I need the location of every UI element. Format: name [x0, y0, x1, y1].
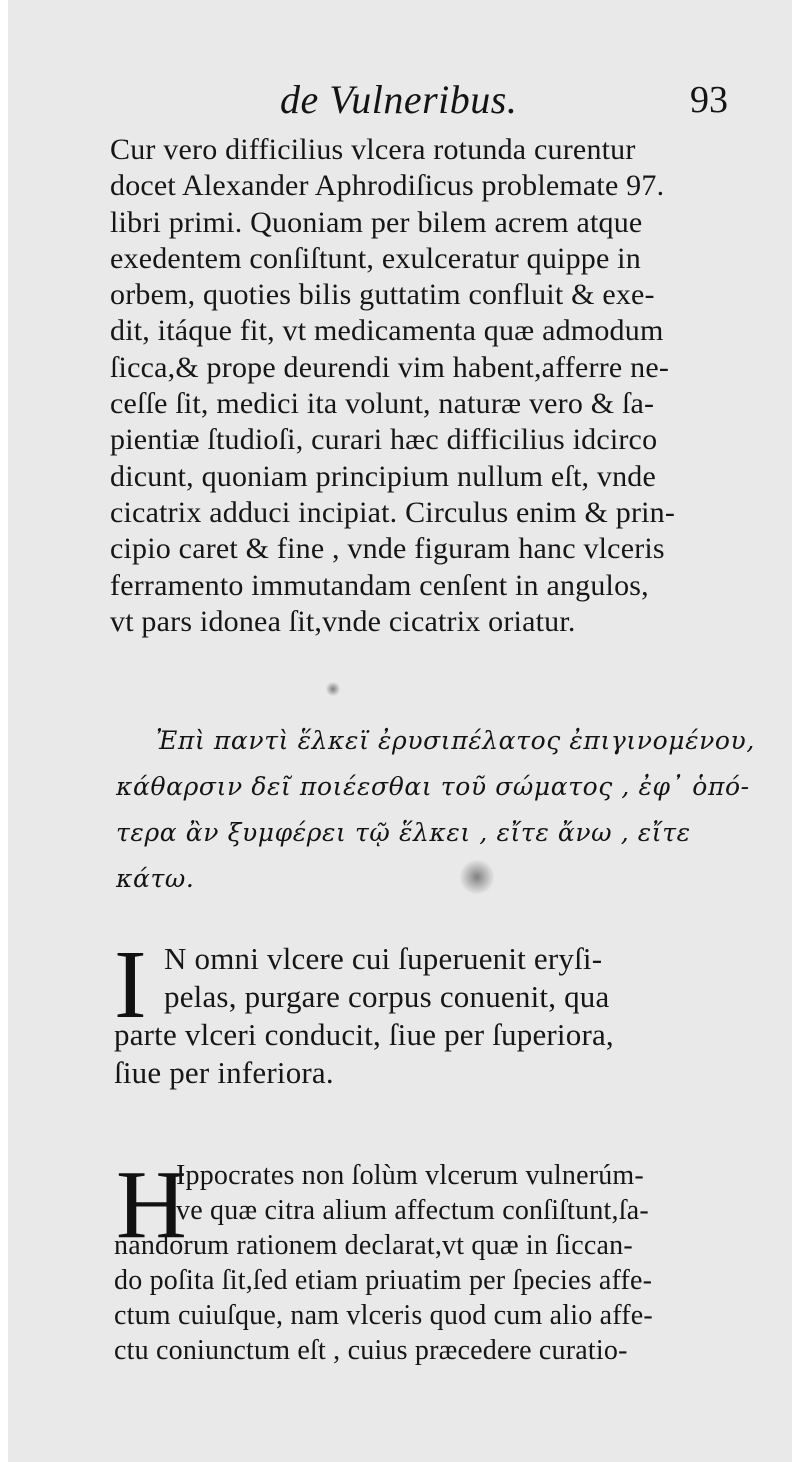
drop-cap-initial: H	[116, 1151, 187, 1259]
greek-line: κάτω.	[116, 864, 195, 893]
page-header	[8, 72, 792, 124]
text-line: ferramento immutandam cenſent in angulos,	[110, 568, 649, 602]
text-line: ctu coniunctum eſt , cuius præcedere curatio-	[114, 1335, 628, 1366]
text-line: ſicca,& prope deurendi vim habent,afferre ne-	[110, 350, 670, 384]
latin-paragraph-3	[114, 1151, 653, 1368]
text-line: orbem, quoties bilis guttatim confluit & exe-	[110, 278, 655, 312]
text-line: dicunt, quoniam principium nullum eſt, vnde	[110, 459, 657, 493]
text-line: ve quæ citra alium affectum conſiſtunt,ſa-	[176, 1195, 649, 1226]
drop-cap-initial: I	[114, 931, 147, 1039]
greek-line: τερα ἂν ξυμφέρει τῷ ἕλκει , εἴτε ἄνω , εἴτε	[116, 818, 691, 847]
text-line: Cur vero difficilius vlcera rotunda curentur	[110, 133, 636, 166]
page-number: 93	[690, 79, 728, 121]
book-page	[8, 0, 792, 1462]
text-line: pientiæ ſtudioſi, curari hæc difficilius idcirco	[110, 423, 658, 457]
text-line: parte vlceri conducit, ſiue per ſuperiora,	[114, 1017, 614, 1052]
text-line: dit, itáque fit, vt medicamenta quæ admodum	[110, 314, 664, 348]
latin-paragraph-2	[114, 940, 614, 1092]
greek-line: Ἐπὶ παντὶ ἕλκεϊ ἐρυσιπέλατος ἐπιγινομένου,	[156, 726, 755, 755]
text-line: vt pars idonea ſit,vnde cicatrix oriatur.	[110, 604, 576, 638]
text-line: N omni vlcere cui ſuperuenit eryſi-	[164, 941, 603, 976]
text-line: nandorum rationem declarat,vt quæ in ſiccan-	[114, 1230, 633, 1261]
text-line: pelas, purgare corpus conuenit, qua	[164, 979, 610, 1014]
greek-line: κάθαρσιν δεῖ ποιέεσθαι τοῦ σώματος , ἐφ᾽ ὁπό-	[116, 772, 750, 801]
running-title: de Vulneribus.	[280, 77, 518, 122]
latin-paragraph-1	[110, 132, 675, 640]
text-line: docet Alexander Aphrodiſicus problemate 97.	[110, 169, 665, 203]
text-line: ctum cuiuſque, nam vlceris quod cum alio affe-	[114, 1300, 653, 1331]
text-line: cicatrix adduci incipiat. Circulus enim & prin-	[110, 495, 676, 529]
text-line: ceſſe ſit, medici ita volunt, naturæ vero & ſa-	[110, 387, 655, 421]
text-line: Ippocrates non ſolùm vlcerum vulnerúm-	[176, 1160, 644, 1191]
text-line: libri primi. Quoniam per bilem acrem atque	[110, 205, 643, 239]
ink-spot	[326, 682, 340, 696]
text-line: do poſita ſit,ſed etiam priuatim per ſpecies affe-	[114, 1265, 653, 1296]
text-line: exedentem conſiſtunt, exulceratur quippe in	[110, 241, 641, 275]
greek-aphorism	[116, 718, 755, 902]
text-line: cipio caret & fine , vnde figuram hanc vlceris	[110, 532, 665, 566]
text-line: ſiue per inferiora.	[114, 1055, 334, 1090]
